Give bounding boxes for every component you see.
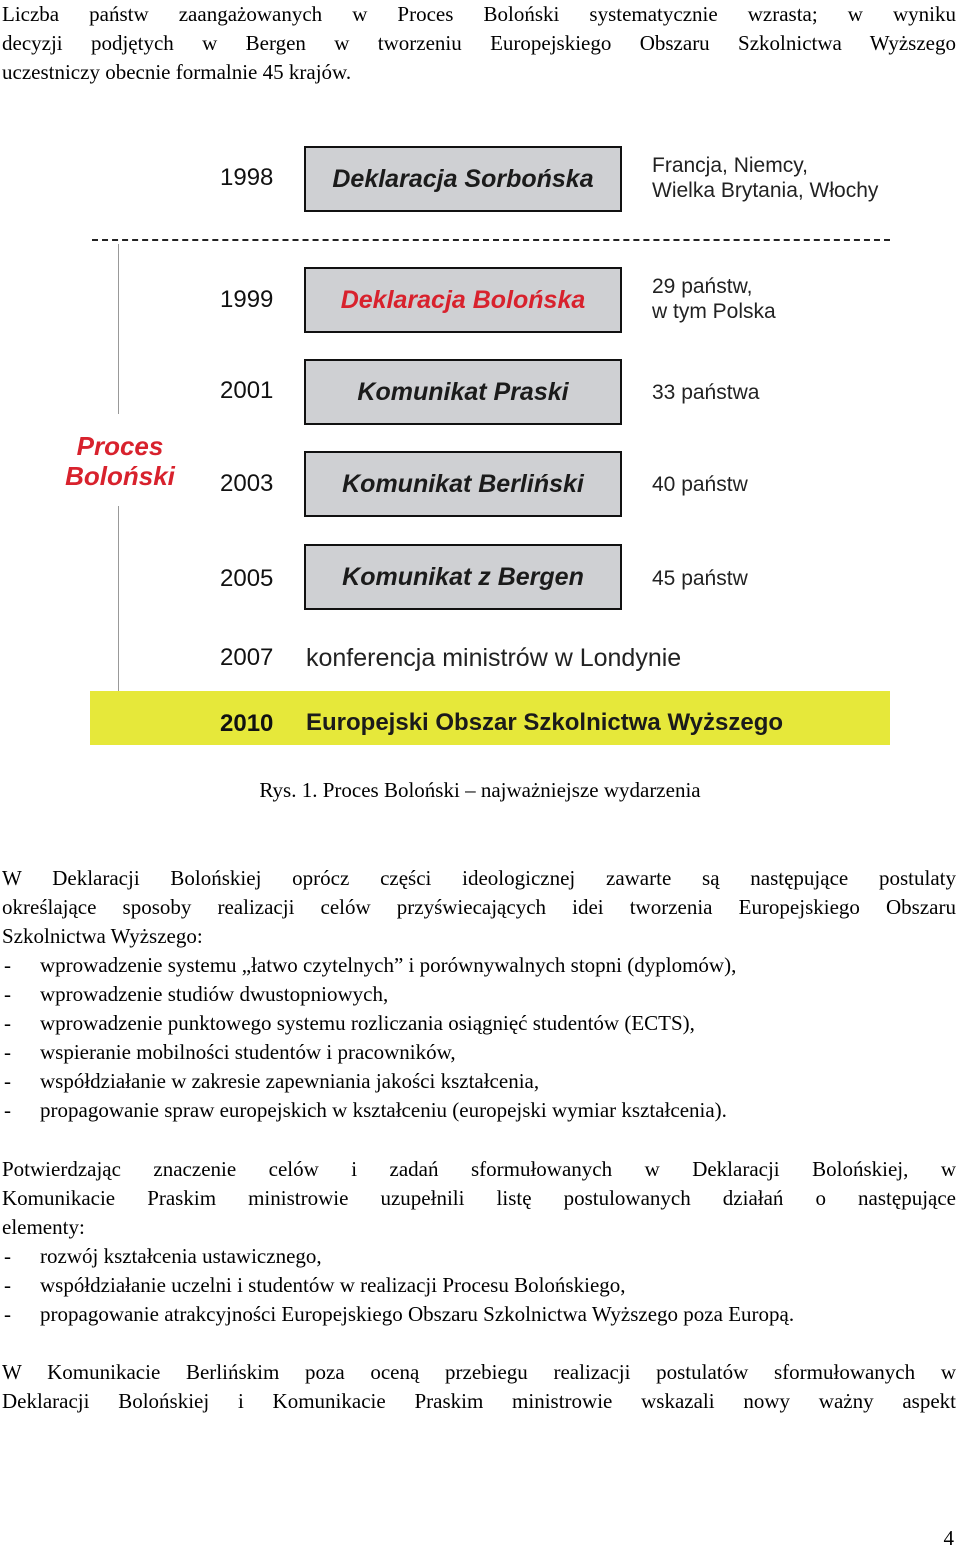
figure-caption (0, 778, 960, 803)
list-item-text: wprowadzenie punktowego systemu rozliczania osiągnięć studentów (ECTS), (40, 1011, 695, 1035)
year-label: 2010 (220, 710, 274, 737)
intro-line: uczestniczy obecnie formalnie 45 krajów. (2, 60, 352, 84)
list-marker: - (4, 1098, 11, 1122)
list-marker: - (4, 1302, 11, 1326)
list-item (2, 1300, 794, 1329)
year-label: 2005 (220, 565, 274, 592)
paragraph-2 (2, 1155, 956, 1242)
page-number: 4 (943, 1526, 954, 1550)
list-item (2, 980, 736, 1009)
list-marker: - (4, 982, 11, 1006)
event-box: Deklaracja Sorbońska (304, 146, 622, 212)
year-label: 1998 (220, 164, 274, 191)
event-note: 40 państw (652, 473, 748, 496)
event-2007-text: konferencja ministrów w Londynie (306, 644, 682, 672)
year-label: 1999 (220, 286, 274, 313)
intro-line: Liczba państw zaangażowanych w Proces Boloński systematycznie wzrasta; w wyniku (2, 2, 956, 26)
timeline-bracket-line (118, 244, 119, 414)
intro-line: decyzji podjętych w Bergen w tworzeniu Europejskiego Obszaru Szkolnictwa Wyższego (2, 31, 956, 55)
list-item-text: współdziałanie w zakresie zapewniania jakości kształcenia, (40, 1069, 540, 1093)
year-label: 2007 (220, 644, 274, 671)
list-item-text: wspieranie mobilności studentów i pracowników, (40, 1040, 456, 1064)
proces-bolonski-label (60, 431, 180, 491)
list-marker: - (4, 1244, 11, 1268)
paragraph-3 (2, 1358, 956, 1416)
list-item-text: wprowadzenie studiów dwustopniowych, (40, 982, 389, 1006)
paragraph-1 (2, 864, 956, 951)
bologna-timeline-diagram (0, 120, 960, 770)
paragraph-line: elementy: (2, 1215, 85, 1239)
event-box: Deklaracja Bolońska (304, 267, 622, 333)
event-note (652, 153, 878, 203)
event-note-line: Wielka Brytania, Włochy (652, 179, 879, 202)
list-marker: - (4, 953, 11, 977)
side-label-line: Boloński (65, 461, 175, 491)
year-label: 2003 (220, 470, 274, 497)
list-item (2, 1096, 736, 1125)
event-note-line: 29 państw, (652, 275, 753, 298)
postulates-list (2, 951, 736, 1125)
timeline-bracket-line (118, 506, 119, 696)
paragraph-line: określające sposoby realizacji celów przyświecających idei tworzenia Europejskiego Obszaru (2, 895, 956, 919)
timeline-divider (92, 239, 890, 241)
list-item (2, 1038, 736, 1067)
paragraph-line: Szkolnictwa Wyższego: (2, 924, 203, 948)
event-note: 33 państwa (652, 381, 760, 404)
year-label: 2001 (220, 377, 274, 404)
prague-elements-list (2, 1242, 794, 1329)
list-item-text: rozwój kształcenia ustawicznego, (40, 1244, 322, 1268)
list-item (2, 1067, 736, 1096)
list-item (2, 951, 736, 980)
list-marker: - (4, 1040, 11, 1064)
side-label-line: Proces (76, 431, 164, 461)
list-item-text: propagowanie atrakcyjności Europejskiego Obszaru Szkolnictwa Wyższego poza Europą. (40, 1302, 795, 1326)
event-note-line: Francja, Niemcy, (652, 154, 808, 177)
list-item (2, 1009, 736, 1038)
paragraph-line: Komunikacie Praskim ministrowie uzupełnili listę postulowanych działań o następujące (2, 1186, 956, 1210)
list-item-text: propagowanie spraw europejskich w kształceniu (europejski wymiar kształcenia). (40, 1098, 727, 1122)
intro-paragraph (2, 0, 956, 87)
list-item-text: współdziałanie uczelni i studentów w realizacji Procesu Bolońskiego, (40, 1273, 626, 1297)
list-marker: - (4, 1273, 11, 1297)
event-note (652, 274, 776, 324)
event-box: Komunikat z Bergen (304, 544, 622, 610)
list-marker: - (4, 1011, 11, 1035)
paragraph-line: Potwierdzając znaczenie celów i zadań sformułowanych w Deklaracji Bolońskiej, w (2, 1157, 956, 1181)
list-item (2, 1271, 794, 1300)
paragraph-line: W Deklaracji Bolońskiej oprócz części ideologicznej zawarte są następujące postulaty (2, 866, 956, 890)
event-box: Komunikat Praski (304, 359, 622, 425)
event-2010-text: Europejski Obszar Szkolnictwa Wyższego (306, 709, 784, 736)
paragraph-line: W Komunikacie Berlińskim poza oceną przebiegu realizacji postulatów sformułowanych w (2, 1360, 956, 1384)
list-item (2, 1242, 794, 1271)
event-box: Komunikat Berliński (304, 451, 622, 517)
event-note: 45 państw (652, 567, 748, 590)
event-note-line: w tym Polska (652, 300, 776, 323)
paragraph-line: Deklaracji Bolońskiej i Komunikacie Praskim ministrowie wskazali nowy ważny aspekt (2, 1389, 956, 1413)
figure-caption-text: Rys. 1. Proces Boloński – najważniejsze wydarzenia (259, 778, 701, 802)
list-marker: - (4, 1069, 11, 1093)
list-item-text: wprowadzenie systemu „łatwo czytelnych” i porównywalnych stopni (dyplomów), (40, 953, 737, 977)
